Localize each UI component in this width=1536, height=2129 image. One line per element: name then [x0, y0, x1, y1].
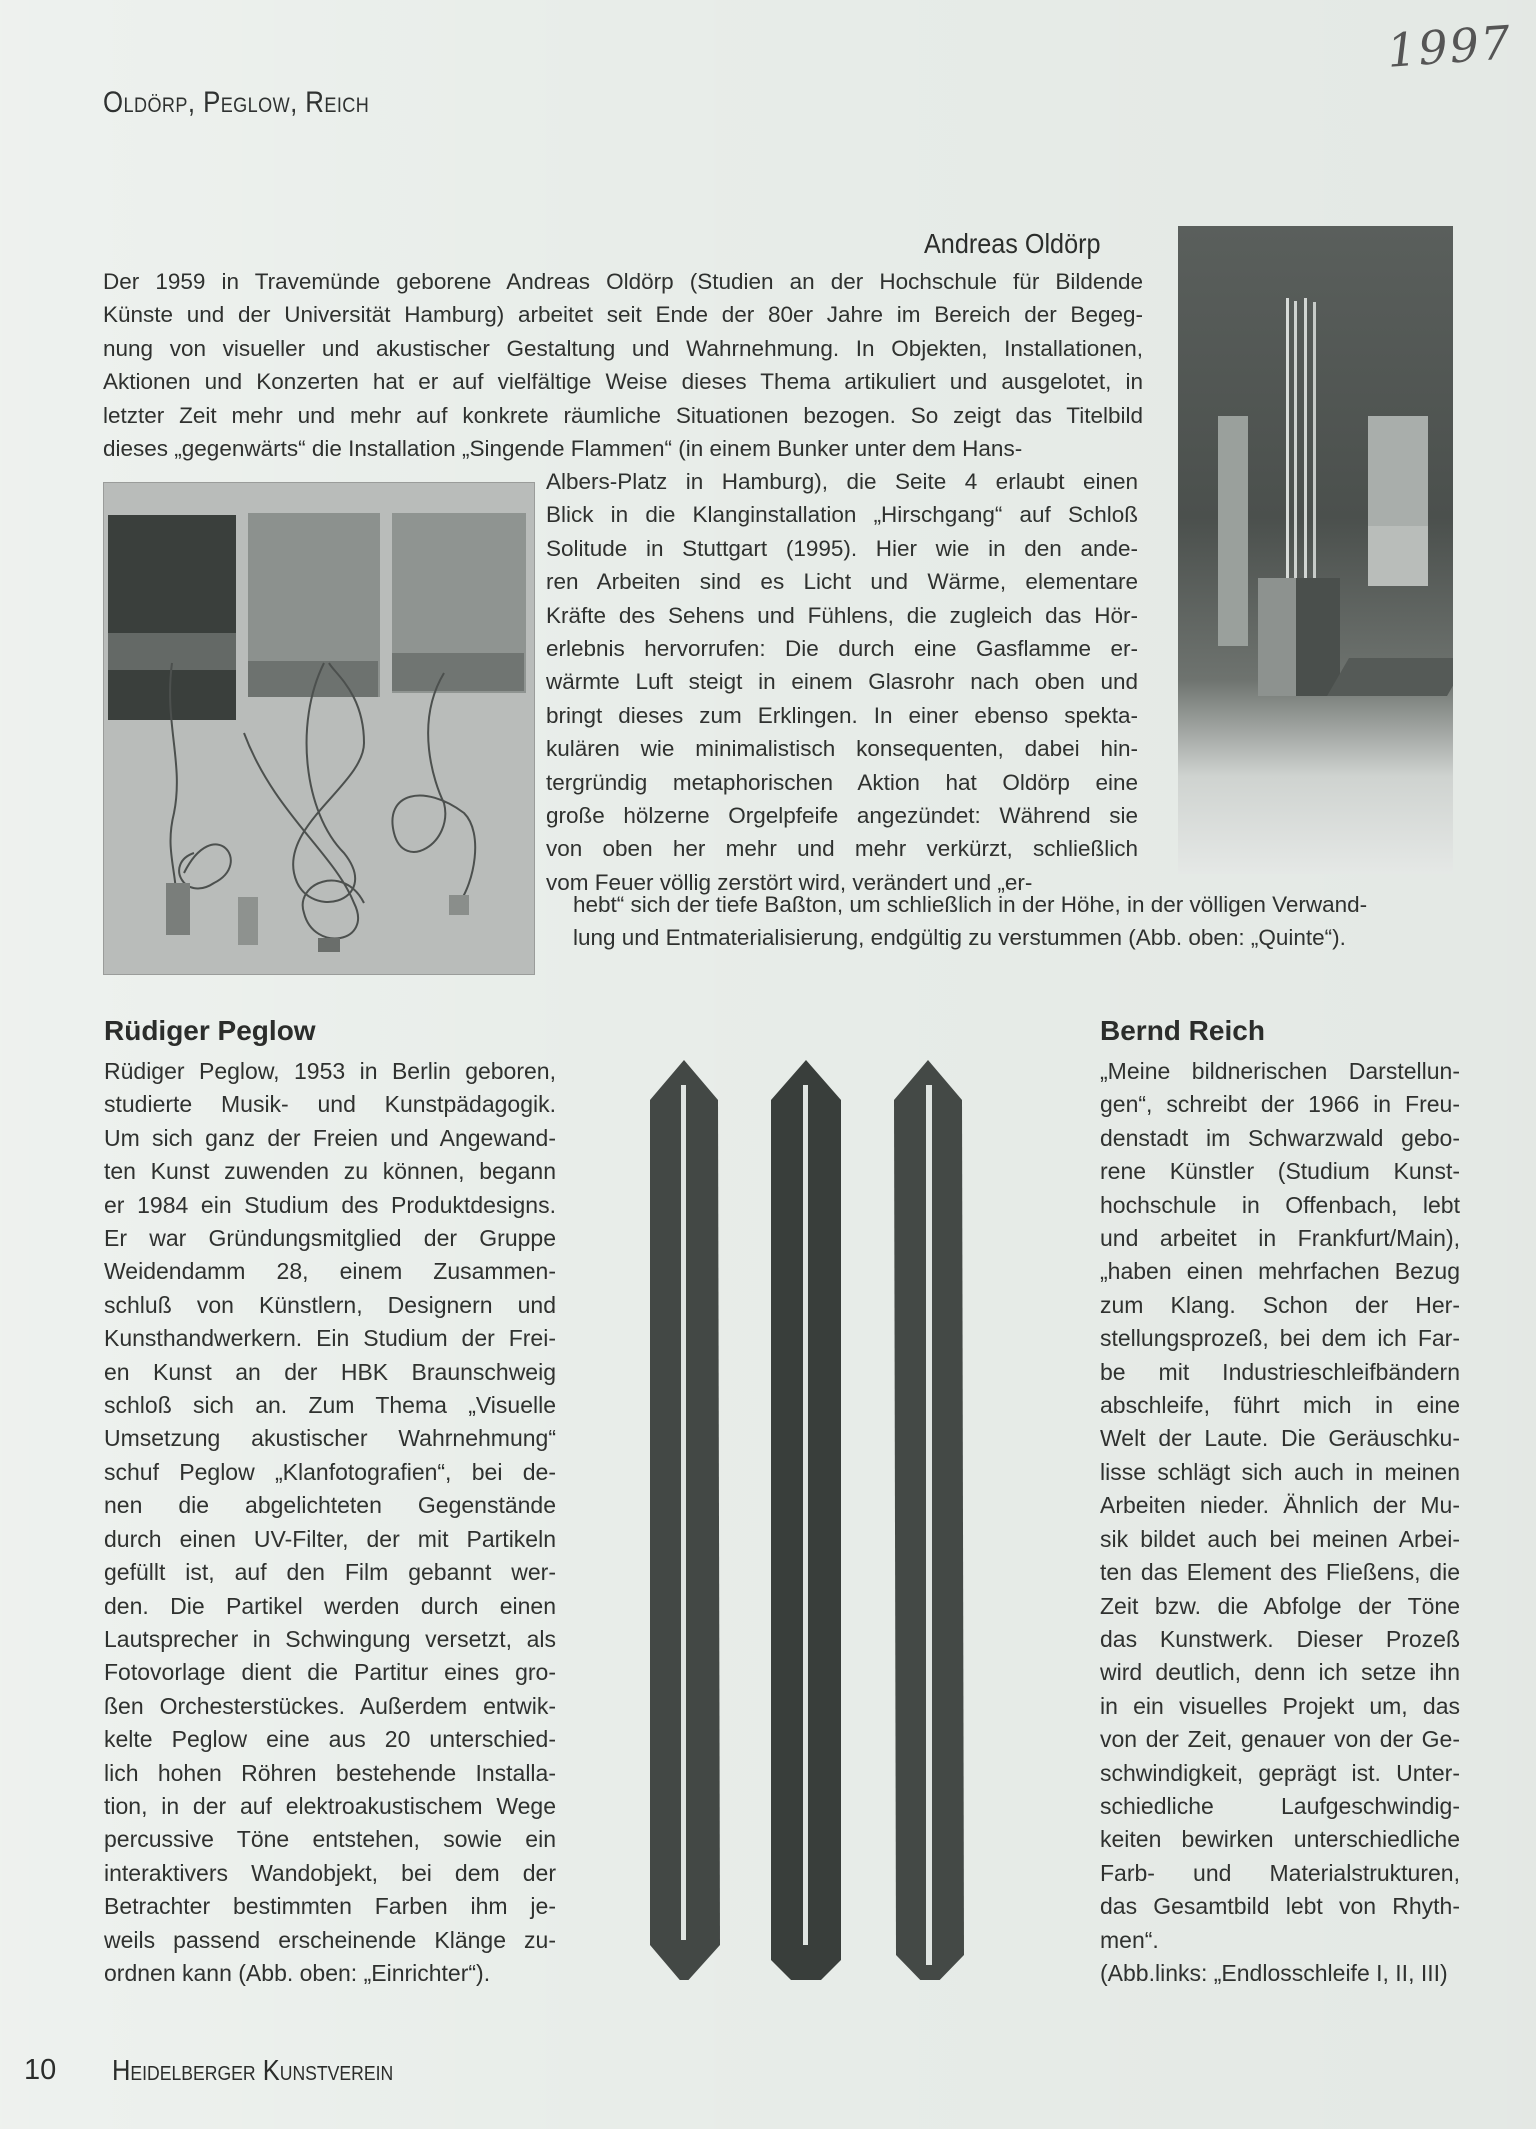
text-line: lisse schlägt sich auch in meinen: [1100, 1458, 1460, 1485]
text-line: Der 1959 in Travemünde geborene Andreas Oldörp (Studien an der Hochschule für Bildende: [103, 269, 1143, 294]
text-line: „haben einen mehrfachen Bezug: [1100, 1258, 1460, 1285]
glass-tube: [1286, 298, 1289, 588]
text-line: schuf Peglow „Klanfotografien“, bei de-: [104, 1458, 556, 1485]
text-line: den. Die Partikel werden durch einen: [104, 1592, 556, 1619]
text-line: kelte Peglow eine aus 20 unterschied-: [104, 1726, 556, 1753]
oldoerp-wrap-text: [546, 465, 1138, 899]
text-line: schluß von Künstlern, Designern und: [104, 1291, 556, 1318]
text-line: keiten bewirken unterschiedliche: [1100, 1826, 1460, 1853]
endlosschleife-strips: [640, 1040, 1020, 1980]
text-line: das Gesamtbild lebt von Rhyth-: [1100, 1893, 1460, 1920]
pedestal-shadow-side: [1296, 578, 1340, 696]
text-line: be mit Industrieschleifbändern: [1100, 1358, 1460, 1385]
text-line: gefüllt ist, auf den Film gebannt wer-: [104, 1559, 556, 1586]
window-sill: [1368, 526, 1428, 586]
glass-tube: [1304, 298, 1307, 588]
text-line: in ein visuelles Projekt um, das: [1100, 1692, 1460, 1719]
text-line: Umsetzung akustischer Wahrnehmung“: [104, 1425, 556, 1452]
oldoerp-tail-text: [573, 888, 1368, 955]
text-line: ren Arbeiten sind es Licht und Wärme, elementare: [546, 569, 1138, 595]
text-line: Betrachter bestimmten Farben ihm je-: [104, 1893, 556, 1920]
text-line: denstadt im Schwarzwald gebo-: [1100, 1124, 1460, 1151]
text-line: Aktionen und Konzerten hat er auf vielfältige Weise dieses Thema artikuliert und ausgelotet, in: [103, 369, 1143, 395]
text-line: Solitude in Stuttgart (1995). Hier wie in den ande-: [546, 535, 1138, 561]
section-title-peglow: Rüdiger Peglow: [104, 1015, 316, 1046]
cable-loops-illustration: [104, 483, 534, 974]
text-line: Kunsthandwerkern. Ein Studium der Frei-: [104, 1325, 556, 1352]
text-line: ßen Orchesterstückes. Außerdem entwik-: [104, 1692, 556, 1719]
text-line: letzter Zeit mehr und mehr auf konkrete räumliche Situationen bezogen. So zeigt das Titelbild: [103, 402, 1143, 428]
text-line: vom Feuer völlig zerstört wird, verändert und „er-: [546, 869, 1033, 895]
text-line: schwindigkeit, geprägt ist. Unter-: [1100, 1759, 1460, 1786]
text-line: Er war Gründungsmitglied der Gruppe: [104, 1225, 556, 1252]
text-line: er 1984 ein Studium des Produktdesigns.: [104, 1191, 556, 1218]
text-line: percussive Töne entstehen, sowie ein: [104, 1826, 556, 1853]
text-line: nen die abgelichteten Gegenstände: [104, 1492, 556, 1519]
text-line: en Kunst an der HBK Braunschweig: [104, 1358, 556, 1385]
text-line: ten das Element des Fließens, die: [1100, 1559, 1460, 1586]
text-line: dieses „gegenwärts“ die Installation „Singende Flammen“ (in einem Bunker unter dem Hans-: [103, 436, 1023, 462]
glass-tube: [1294, 301, 1297, 591]
text-line: hebt“ sich der tiefe Baßton, um schließlich in der Höhe, in der völligen Verwand-: [573, 892, 1368, 917]
oldoerp-intro-text: [103, 265, 1143, 465]
text-line: erlebnis hervorrufen: Die durch eine Gasflamme er-: [546, 636, 1138, 662]
device: [318, 938, 340, 952]
text-line: ten Kunst zuwenden zu können, begann: [104, 1158, 556, 1185]
device: [449, 895, 469, 915]
text-line: Lautsprecher in Schwingung versetzt, als: [104, 1625, 556, 1652]
page-number: 10: [24, 2054, 57, 2086]
text-line: lung und Entmaterialisierung, endgültig zu verstummen (Abb. oben: „Quinte“).: [573, 925, 1346, 951]
text-line: bringt dieses zum Erklingen. In einer ebenso spekta-: [546, 702, 1138, 728]
text-line: von der Zeit, genauer von der Ge-: [1100, 1726, 1460, 1753]
text-line: Arbeiten nieder. Ähnlich der Mu-: [1100, 1492, 1460, 1519]
peglow-body-text: [104, 1055, 556, 1990]
text-line: schloß sich an. Zum Thema „Visuelle: [104, 1392, 556, 1419]
text-line: wärmte Luft steigt in einem Glasrohr nach oben und: [546, 669, 1138, 695]
text-line: Rüdiger Peglow, 1953 in Berlin geboren,: [104, 1058, 556, 1084]
text-line: „Meine bildnerischen Darstellun-: [1100, 1058, 1460, 1084]
text-line: Kräfte des Sehens und Fühlens, die zugleich das Hör-: [546, 602, 1138, 628]
text-line: Künste und der Universität Hamburg) arbeitet seit Ende der 80er Jahre im Bereich der Begeg-: [103, 302, 1143, 328]
text-line: (Abb.links: „Endlosschleife I, II, III): [1100, 1959, 1448, 1986]
text-line: das Kunstwerk. Dieser Prozeß: [1100, 1625, 1460, 1652]
glass-tube: [1313, 302, 1316, 582]
text-line: von oben her mehr und mehr verkürzt, schließlich: [546, 836, 1138, 862]
text-line: zum Klang. Schon der Her-: [1100, 1291, 1460, 1318]
text-line: Welt der Laute. Die Geräuschku-: [1100, 1425, 1460, 1452]
cast-shadow: [1327, 658, 1453, 696]
text-line: wird deutlich, denn ich setze ihn: [1100, 1659, 1460, 1686]
text-line: gen“, schreibt der 1966 in Freu-: [1100, 1091, 1460, 1118]
text-line: nung von visueller und akustischer Gestaltung und Wahrnehmung. In Objekten, Installationen,: [103, 335, 1143, 361]
text-line: studierte Musik- und Kunstpädagogik.: [104, 1091, 556, 1118]
text-line: große hölzerne Orgelpfeife angezündet: Während sie: [546, 803, 1138, 829]
section-title-oldoerp: Andreas Oldörp: [924, 228, 1101, 259]
device: [238, 897, 258, 945]
photo-oldoerp-quinte: [1178, 226, 1453, 874]
handwritten-year-note: 1997: [1385, 15, 1514, 78]
text-line: interaktivers Wandobjekt, bei dem der: [104, 1859, 556, 1886]
section-title-reich: Bernd Reich: [1100, 1015, 1265, 1046]
text-line: kulären wie minimalistisch konsequenten, dabei hin-: [546, 736, 1138, 762]
text-line: hochschule in Offenbach, lebt: [1100, 1191, 1460, 1218]
strip-2-slit: [803, 1085, 808, 1945]
text-line: sik bildet auch bei meinen Arbei-: [1100, 1525, 1460, 1552]
running-head: Oldörp, Peglow, Reich: [103, 86, 370, 119]
text-line: Zeit bzw. die Abfolge der Töne: [1100, 1592, 1460, 1619]
window-left: [1218, 416, 1248, 646]
text-line: Blick in die Klanginstallation „Hirschgang“ auf Schloß: [546, 502, 1138, 528]
footer-publication-title: Heidelberger Kunstverein: [112, 2055, 394, 2087]
text-line: Weidendamm 28, einem Zusammen-: [104, 1258, 556, 1285]
text-line: und arbeitet in Frankfurt/Main),: [1100, 1225, 1460, 1252]
reich-body-text: [1100, 1055, 1460, 1990]
strip-1-slit: [681, 1085, 686, 1940]
text-line: Um sich ganz der Freien und Angewand-: [104, 1124, 556, 1151]
text-line: Fotovorlage dient die Partitur eines gro-: [104, 1659, 556, 1686]
text-line: Farb- und Materialstrukturen,: [1100, 1859, 1460, 1886]
device: [166, 883, 190, 935]
text-line: rene Künstler (Studium Kunst-: [1100, 1158, 1460, 1185]
text-line: men“.: [1100, 1926, 1159, 1953]
strip-3-slit: [926, 1085, 932, 1965]
text-line: ordnen kann (Abb. oben: „Einrichter“).: [104, 1959, 491, 1986]
text-line: durch einen UV-Filter, der mit Partikeln: [104, 1525, 556, 1552]
photo-peglow-klanfotografien: [103, 482, 535, 975]
text-line: weils passend erscheinende Klänge zu-: [104, 1926, 556, 1953]
text-line: schiedliche Laufgeschwindig-: [1100, 1792, 1460, 1819]
text-line: stellungsprozeß, bei dem ich Far-: [1100, 1325, 1460, 1352]
text-line: tergründig metaphorischen Aktion hat Oldörp eine: [546, 769, 1138, 795]
text-line: Albers-Platz in Hamburg), die Seite 4 erlaubt einen: [546, 469, 1138, 494]
text-line: lich hohen Röhren bestehende Installa-: [104, 1759, 556, 1786]
text-line: abschleife, führt mich in eine: [1100, 1392, 1460, 1419]
text-line: tion, in der auf elektroakustischem Wege: [104, 1792, 556, 1819]
photo-reich-endlosschleife: [640, 1040, 1020, 1980]
